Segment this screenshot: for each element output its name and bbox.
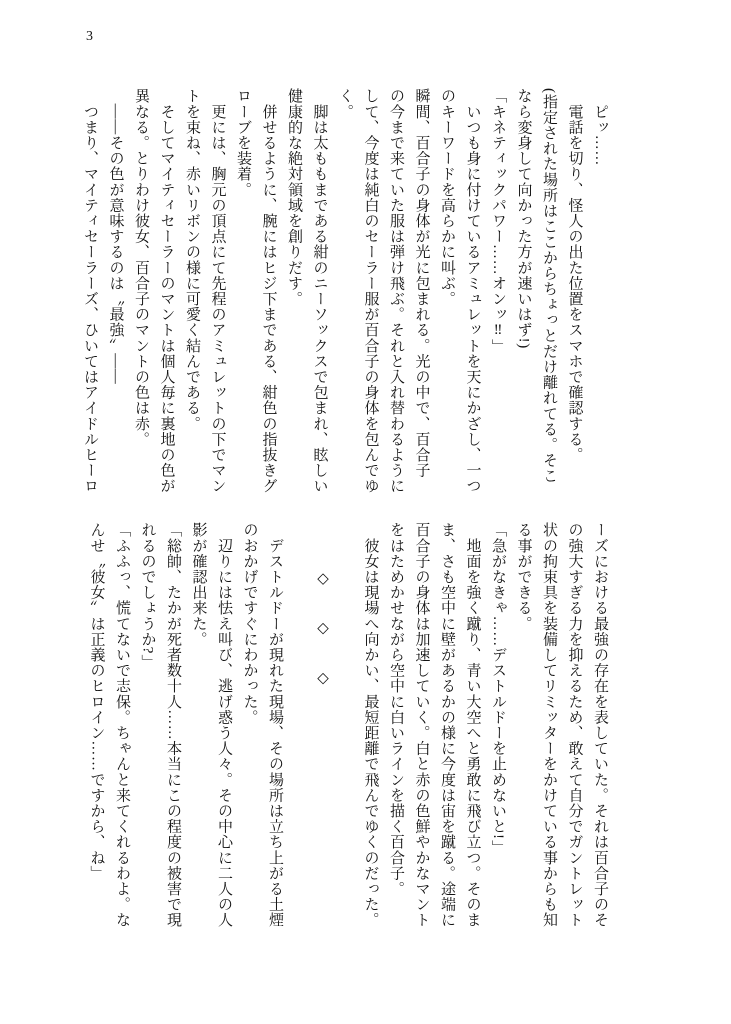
text-line: 脚は太ももまである紺のニーソックスで包まれ、眩しい bbox=[311, 88, 328, 494]
text-line: んせ〝彼女〟は正義のヒロイン……ですから、ね」 bbox=[88, 522, 105, 881]
top-text-block bbox=[77, 88, 613, 502]
text-line: いつも身に付けているアミュレットを天にかざし、一つ bbox=[464, 88, 481, 494]
text-line: の強大すぎる力を抑えるため、敢えて自分でガントレット bbox=[566, 522, 583, 928]
text-line: の今まで来ていた服は弾け飛ぶ。それと入れ替わるように bbox=[388, 88, 404, 494]
text-line: 併せるように、腕にはヒジ下まである、紺色の指抜きグ bbox=[260, 88, 277, 494]
text-line: ま、さも空中に壁があるかの様に今度は宙を蹴る。途端に bbox=[439, 522, 455, 928]
text-line: ――その色が意味するのは〝最強〟―― bbox=[107, 88, 124, 385]
bottom-text-block bbox=[83, 522, 612, 936]
text-line: デストルドーが現れた現場、その場所は立ち上がる土煙 bbox=[267, 522, 283, 928]
text-line: なら変身して向かった方が速いはず!) bbox=[515, 88, 532, 349]
text-line: 地面を強く蹴り、青い大空へと勇敢に飛び立つ。そのま bbox=[464, 522, 481, 928]
text-line: のキーワードを高らかに叫ぶ。 bbox=[439, 88, 455, 307]
text-line: 彼女は現場へ向かい、最短距離で飛んでゆくのだった。 bbox=[362, 522, 379, 928]
bottom-text-after-divider bbox=[83, 522, 287, 936]
text-line: 状の拘束具を装備してリミッターをかけている事からも知 bbox=[541, 522, 557, 928]
text-line: ーズにおける最強の存在を表していた。それは百合子のそ bbox=[592, 522, 608, 928]
text-line: 「ふふっ、慌てないで志保。ちゃんと来てくれるわよ。な bbox=[114, 522, 130, 928]
text-line: そしてマイティセーラーのマントは個人毎に裏地の色が bbox=[158, 88, 175, 494]
text-line: く。 bbox=[337, 88, 353, 120]
text-line: 影が確認出来た。 bbox=[190, 522, 207, 647]
scene-divider: ◇ ◇ ◇ bbox=[314, 522, 330, 687]
text-line: のおかげですぐにわかった。 bbox=[241, 522, 258, 725]
text-line: ピッ…… bbox=[592, 88, 608, 166]
text-line: る事ができる。 bbox=[515, 522, 532, 632]
text-line: 「総帥、たかが死者数十人……本当にこの程度の被害で現 bbox=[165, 522, 181, 928]
page-number: 3 bbox=[86, 29, 93, 44]
text-line: ローブを装着。 bbox=[235, 88, 251, 198]
text-line: 辺りには怯え叫び、逃げ惑う人々。その中心に二人の人 bbox=[216, 522, 232, 928]
text-line: 異なる。とりわけ彼女、百合子のマントの色は赤。 bbox=[133, 88, 149, 447]
text-line: トを束ね、赤いリボンの様に可愛く結んである。 bbox=[184, 88, 200, 432]
text-line: つまり、マイティセーラーズ、ひいてはアイドルヒーロ bbox=[82, 88, 98, 494]
text-line: 「キネティックパワー……オンッ‼」 bbox=[490, 88, 506, 355]
text-line: (指定された場所はここからちょっとだけ離れてる。そこ bbox=[541, 88, 557, 484]
text-line: して、今度は純白のセーラー服が百合子の身体を包んでゆ bbox=[362, 88, 379, 494]
text-line: 「急がなきゃ……デストルドーを止めないと!」 bbox=[490, 522, 506, 856]
text-line: 瞬間、百合子の身体が光に包まれる。光の中で、百合子 bbox=[413, 88, 430, 478]
bottom-text-before-divider bbox=[357, 522, 612, 936]
text-line: 更には、胸元の頂点にて先程のアミュレットの下でマン bbox=[209, 88, 226, 494]
text-line: 百合子の身体は加速していく。白と赤の色鮮やかなマント bbox=[413, 522, 430, 928]
text-line: れるのでしょうか?」 bbox=[139, 522, 156, 670]
text-line: 電話を切り、怪人の出た位置をスマホで確認する。 bbox=[566, 88, 583, 463]
text-line: 健康的な絶対領域を創りだす。 bbox=[286, 88, 302, 307]
text-line: をはためかせながら空中に白いラインを描く百合子。 bbox=[388, 522, 404, 897]
